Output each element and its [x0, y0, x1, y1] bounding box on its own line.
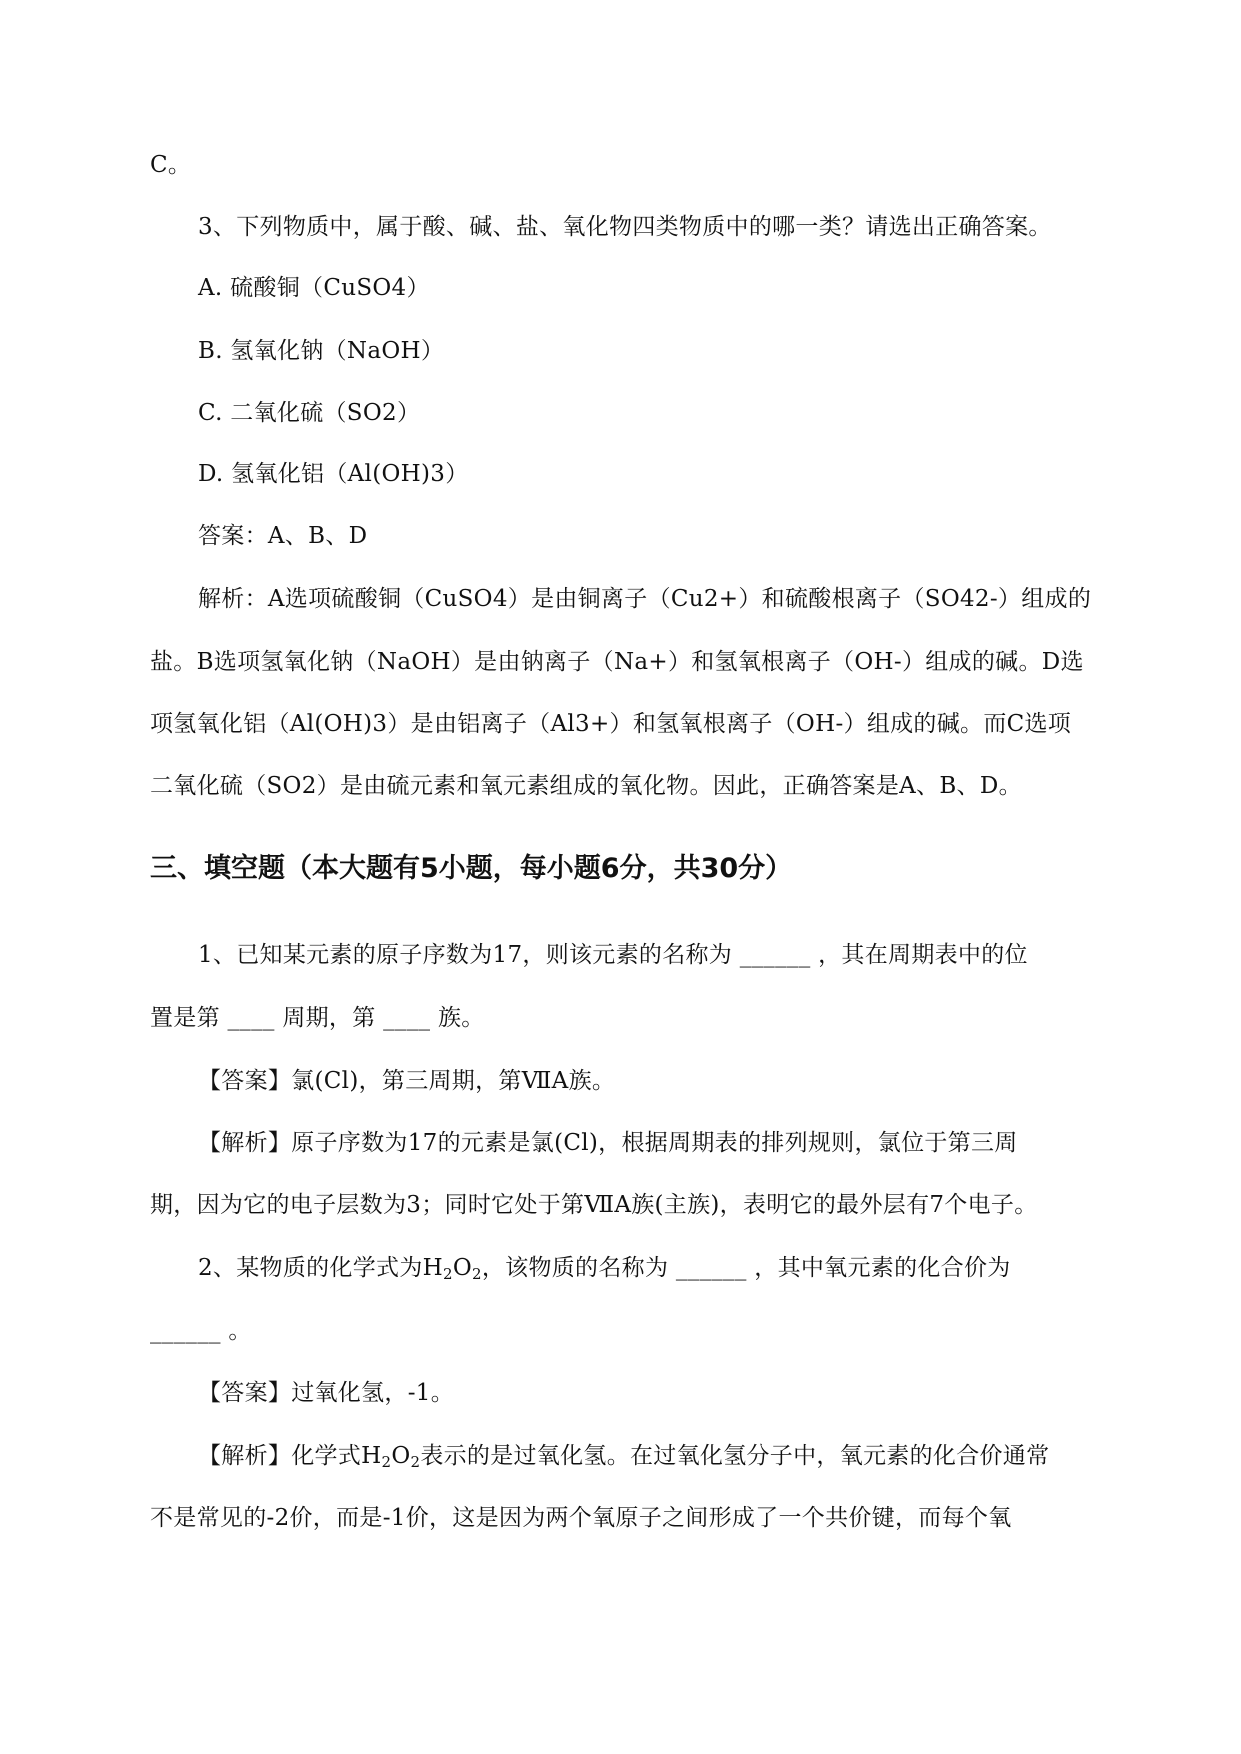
subscript: 2 [472, 1265, 482, 1283]
text-span: ，该物质的名称为 ______ ，其中氧元素的化合价为 [481, 1255, 1011, 1281]
analysis-line [198, 1441, 1049, 1471]
question-3: 3、下列物质中，属于酸、碱、盐、氧化物四类物质中的哪一类？请选出正确答案。 [198, 214, 1052, 240]
fill-question-2-cont: ______ 。 [150, 1318, 252, 1344]
analysis-line: 不是常见的-2价，而是-1价，这是因为两个氧原子之间形成了一个共价键，而每个氧 [150, 1505, 1012, 1531]
option-a: A. 硫酸铜（CuSO4） [198, 275, 430, 301]
text-span: 表示的是过氧化氢。在过氧化氢分子中，氧元素的化合价通常 [420, 1443, 1050, 1469]
analysis-line: 盐。B选项氢氧化钠（NaOH）是由钠离子（Na+）和氢氧根离子（OH-）组成的碱。D选 [150, 649, 1084, 675]
subscript: 2 [410, 1453, 421, 1471]
analysis-line: 【解析】原子序数为17的元素是氯(Cl)，根据周期表的排列规则，氯位于第三周 [198, 1130, 1018, 1156]
text-span: 【解析】化学式H [198, 1443, 382, 1469]
text-span: O [391, 1443, 411, 1469]
text-span: O [452, 1255, 472, 1281]
analysis-line: 期，因为它的电子层数为3；同时它处于第ⅦA族(主族)，表明它的最外层有7个电子。 [150, 1192, 1038, 1218]
text-line: C。 [150, 152, 192, 178]
answer-line: 【答案】氯(Cl)，第三周期，第ⅦA族。 [198, 1068, 616, 1094]
analysis-line: 解析：A选项硫酸铜（CuSO4）是由铜离子（Cu2+）和硫酸根离子（SO42-）组成的 [198, 586, 1092, 612]
fill-question-1: 1、已知某元素的原子序数为17，则该元素的名称为 ______ ，其在周期表中的位 [198, 942, 1028, 968]
text-span: 2、某物质的化学式为H [198, 1255, 443, 1281]
answer-line: 答案：A、B、D [198, 523, 368, 549]
option-b: B. 氢氧化钠（NaOH） [198, 338, 445, 364]
analysis-line: 项氢氧化铝（Al(OH)3）是由铝离子（Al3+）和氢氧根离子（OH-）组成的碱。而C选项 [150, 711, 1072, 737]
fill-question-1-cont: 置是第 ____ 周期，第 ____ 族。 [150, 1005, 485, 1031]
analysis-line: 二氧化硫（SO2）是由硫元素和氧元素组成的氧化物。因此，正确答案是A、B、D。 [150, 773, 1022, 799]
option-d: D. 氢氧化铝（Al(OH)3） [198, 461, 469, 487]
subscript: 2 [443, 1265, 453, 1283]
section-heading: 三、填空题（本大题有5小题，每小题6分，共30分） [150, 853, 793, 884]
subscript: 2 [381, 1453, 392, 1471]
fill-question-2 [198, 1253, 1011, 1283]
option-c: C. 二氧化硫（SO2） [198, 400, 421, 426]
answer-line: 【答案】过氧化氢，-1。 [198, 1380, 455, 1406]
